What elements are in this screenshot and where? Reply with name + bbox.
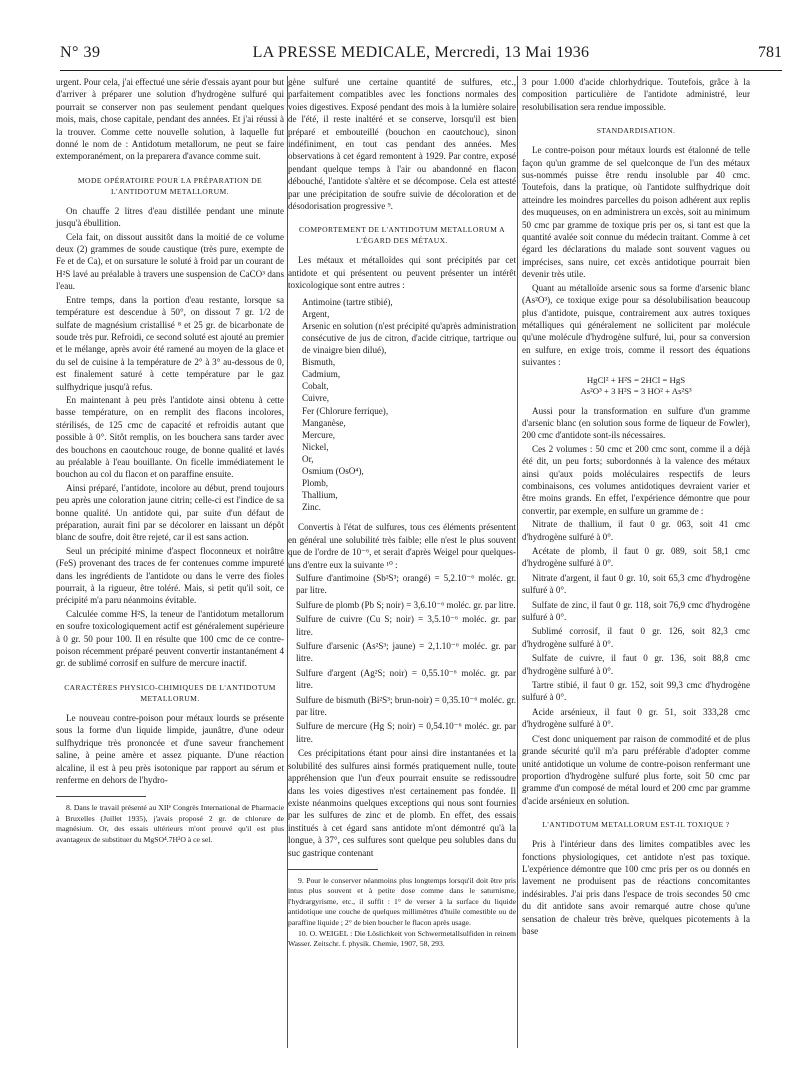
journal-title: LA PRESSE MEDICALE, Mercredi, 13 Mai 1936 — [252, 44, 590, 61]
list-item: Arsenic en solution (n'est précipité qu'après administration consécutive de jus de citron, d'acide citrique, tartrique ou de vinaigre bien dilué), — [302, 320, 516, 356]
list-item: Cobalt, — [302, 381, 329, 392]
paragraph: 3 pour 1.000 d'acide chlorhydrique. Toutefois, grâce à la composition particulière de l'antidote administré, leur resolubilisation sera rendue impossible. — [522, 77, 750, 112]
paragraph: urgent. Pour cela, j'ai effectué une série d'essais ayant pour but d'arriver à préparer une solution d'hydrogène sulfuré qui pourrait se conserver non pas seulement pendant quelques mois, mais, chose capitale, pendant des années. Et j'ai réussi à la trouver. Comme cette nouvelle solution, à laquelle fut donné le nom de : Antidotum metallorum, ne peut se faire extemporanément, on la preparera d'avance comme suit. — [56, 77, 284, 162]
list-item: Or, — [302, 453, 314, 464]
list-item: Osmium (OsO⁴), — [302, 466, 364, 476]
solubility-item: Sulfure d'antimoine (Sb²S³; orangé) = 5,2.10⁻⁶ moléc. gr. par litre. — [296, 573, 516, 596]
footnote: 9. Pour le conserver néanmoins plus longtemps lorsqu'il doit être pris intus plus souvent et à petite dose comme dans le saturnisme, l'hydrargyrisme, etc., il suffit : 1° de verser à la surface du liquide antidotique une couche de quelques millimètres d'huile comestible ou de paraffine liquide ; 2° de bien boucher le flacon après usage. — [288, 875, 516, 927]
paragraph: Aussi pour la transformation en sulfure d'un gramme d'arsenic blanc (en solution sous forme de liqueur de Fowler), 200 cmc d'antidote sont-ils nécessaires. — [522, 405, 750, 441]
list-item: Manganèse, — [302, 417, 346, 428]
list-item: Mercure, — [302, 429, 336, 440]
conversion-item: Nitrate d'argent, il faut 0 gr. 10, soit 65,3 cmc d'hydrogène sulfuré à 0°. — [522, 572, 750, 596]
list-item: Argent, — [302, 308, 330, 319]
column-1 — [56, 76, 284, 846]
paragraph: C'est donc uniquement par raison de commodité et de plus grande sécurité qu'il m'a paru préférable d'adopter comme unité antidotique un volume de contre-poison renfermant une proportion d'hydrogène sulfuré plus forte, soit 50 cmc par gramme d'un composé de métal lourd et 200 cmc par gramme d'acide arsénieux en solution. — [522, 733, 750, 806]
paragraph: Cela fait, on dissout aussitôt dans la moitié de ce volume deux (2) grammes de soude caustique (très pure, exempte de Fe et de Ca), et on sursature le soluté à froid par un courant de H²S lavé au préalable à travers une suspension de CaCO³ dans l'eau. — [56, 231, 284, 292]
equation: As²O³ + 3 H²S = 3 HO² + As²S³ — [580, 385, 692, 396]
paragraph: Quant au métalloïde arsenic sous sa forme d'arsenic blanc (As²O³), ce toxique exige pour sa désolubilisation beaucoup plus d'antidote, puisque, contrairement aux autres toxiques métalliques qui généralement ne sollicitent par molécule qu'une molécule d'hydrogène sulfuré, lui, pour sa conversion en sulfure, en exige trois, comme il ressort des équations suivantes : — [522, 282, 750, 368]
footnote-rule — [288, 869, 378, 870]
list-item: Plomb, — [302, 478, 329, 489]
solubility-item: Sulfure d'argent (Ag²S; noir) = 0,55.10⁻⁶ moléc. gr. par litre. — [296, 667, 516, 691]
section-heading: L'ANTIDOTUM METALLORUM EST-IL TOXIQUE ? — [542, 820, 730, 830]
solubility-item: Sulfure d'arsenic (As²S³; jaune) = 2,1.10⁻⁶ moléc. gr. par litre. — [296, 641, 516, 664]
list-item: Nickel, — [302, 441, 329, 452]
metal-list — [302, 296, 516, 514]
paragraph: Entre temps, dans la portion d'eau restante, lorsque sa température est descendue à 50°, on dissout 7 gr. 1/2 de sulfate de magnésium cristallisé ⁸ et 25 gr. de bicarbonate de soude très pur. Refroidi, ce second soluté est ajouté au premier et le mélange, après avoir été ramené au moyen de la glace et du sel de cuisine à la température de 2° à 3° au-dessous de 0, est finalement saturé à cette température par le gaz sulfhydrique jusqu'à refus. — [56, 294, 284, 392]
paragraph: Ces précipitations étant pour ainsi dire instantanées et la solubilité des sulfures ainsi formés pratiquement nulle, toute appréhension que l'un d'eux pourrait ensuite se redissoudre dans les voies digestives n'est certainement pas fondée. Il existe néanmoins quelques exceptions qui nous sont fournies par les sulfures de zinc et de plomb. En effet, des essais institués à cet égard sans antidote m'ont démontré qu'à la longue, à 37°, ces sulfures sont quelque peu solubles dans du suc gastrique contenant — [288, 748, 516, 858]
footnote-rule — [56, 796, 146, 797]
paragraph: Convertis à l'état de sulfures, tous ces éléments présentent en général une solubilité très faible; elle n'est le plus souvent que de l'ordre de 10⁻⁶, et serait d'après Weigel pour quelques-uns d'entre eux la suivante ¹⁰ : — [288, 522, 516, 570]
section-heading: MODE OPÉRATOIRE POUR LA PRÉPARATION DE L'ANTIDOTUM METALLORUM. — [77, 175, 263, 196]
list-item: Fer (Chlorure ferrique), — [302, 405, 389, 416]
conversion-item: Acétate de plomb, il faut 0 gr. 089, soit 58,1 cmc d'hydrogène sulfuré à 0°. — [522, 546, 750, 569]
equations — [522, 375, 750, 397]
solubility-item: Sulfure de bismuth (Bi²S³; brun-noir) = 0,35.10⁻⁶ moléc. gr. par litre. — [296, 694, 516, 718]
section-heading: CARACTÈRES PHYSICO-CHIMIQUES DE L'ANTIDOTUM METALLORUM. — [64, 682, 276, 703]
paragraph: Ces 2 volumes : 50 cmc et 200 cmc sont, comme il a déjà été dit, un peu forts; subordonnés à la valence des métaux ainsi qu'aux poids moléculaires respectifs de leurs combinaisons, ces volumes antidotiques devraient varier et être moins grands. En effet, l'expérience démontre que pour convertir, par exemple, en sulfure un gramme de : — [522, 443, 750, 516]
paragraph: Le contre-poison pour métaux lourds est étalonné de telle façon qu'un gramme de sel quelconque de l'un des métaux sus-nommés puisse être rendu insoluble par 40 cmc. Toutefois, dans la pratique, où l'antidote sulfhydrique doit atteindre les moindres parcelles du poison adhérent aux replis des muqueuses, on en administrera un excès, soit au minimum 50 cmc par gramme de toxique pris per os, si tant est que la quantité avalée soit connue du médecin traitant. Comme à cet égard les déclarations du malade sont souvent vagues ou imprécises, sans nuire, cet excès antidotique pourrait bien devenir très utile. — [522, 145, 750, 280]
column-3 — [522, 76, 750, 938]
section-heading: COMPORTEMENT DE L'ANTIDOTUM METALLORUM A L'ÉGARD DES MÉTAUX. — [298, 225, 505, 246]
paragraph: gène sulfuré une certaine quantité de sulfures, etc., parfaitement compatibles avec les fonctions normales des voies digestives. Exposé pendant des mois à la lumière solaire de l'été, il reste inaltéré et se conserve, lorsqu'il est bien préparé et embouteillé (bouchon en caoutchouc), sinon indéfiniment, en tout cas pendant des années. Mes observations à cet égard remontent à 1929. Par contre, exposé pendant quelque temps à l'air ou abandonné en flacon débouché, l'antidote s'altère et se décompose. Cela est attesté par une précipitation de soufre suivie de décoloration et de désodorisation progressive ⁹. — [288, 77, 516, 212]
header-rule — [60, 70, 782, 71]
column-2 — [288, 76, 516, 951]
conversion-item: Acide arsénieux, il faut 0 gr. 51, soit 333,28 cmc d'hydrogène sulfuré à 0°. — [522, 706, 750, 730]
footnote: 10. O. WEIGEL : Die Löslichkeit von Schwermetallsulfiden in reinem Wasser. Zeitschr. f. physik. Chemie, 1907, 58, 293. — [288, 928, 516, 949]
paragraph: On chauffe 2 litres d'eau distillée pendant une minute jusqu'à ébullition. — [56, 205, 284, 229]
list-item: Antimoine (tartre stibié), — [302, 296, 393, 307]
solubility-item: Sulfure de cuivre (Cu S; noir) = 3,5.10⁻⁶ moléc. gr. par litre. — [296, 614, 516, 637]
conversion-item: Sulfate de zinc, il faut 0 gr. 118, soit 76,9 cmc d'hydrogène sulfuré à 0°. — [522, 599, 750, 623]
equation: HgCl² + H²S = 2HCl = HgS — [586, 374, 686, 385]
list-item: Zinc. — [302, 502, 321, 513]
paragraph: Seul un précipité minime d'aspect floconneux et noirâtre (FeS) provenant des traces de fer contenues comme impureté dans les ingrédients de l'antidote ou dans le verre des fioles pourrait, à la rigueur, être toléré. Mais, si petit qu'il soit, ce précipité m'a paru néanmoins évitable. — [56, 545, 284, 606]
paragraph: Les métaux et métalloïdes qui sont précipités par cet antidote et qui présentent ou peuvent présenter un intérêt toxicologique sont entre autres : — [288, 255, 516, 291]
list-item: Cadmium, — [302, 369, 341, 380]
paragraph: En maintenant à peu près l'antidote ainsi obtenu à cette basse température, on en remplit des flacons incolores, stérilisés, de 125 cmc de capacité et refroidis autant que possible à 0°. Sitôt remplis, on les bouchera sans tarder avec des bouchons en caoutchouc rouge, de bonne qualité et lavés au préalable à l'eau bouillante. On ficelle immédiatement le bouchon au col du flacon et on paraffine ensuite. — [56, 394, 284, 480]
list-item: Thallium, — [302, 490, 338, 501]
solubility-item: Sulfure de mercure (Hg S; noir) = 0,54.10⁻⁶ moléc. gr. par litre. — [296, 721, 516, 744]
conversion-item: Tartre stibié, il faut 0 gr. 152, soit 99,3 cmc d'hydrogène sulfuré à 0°. — [522, 680, 750, 703]
column-divider-2 — [517, 76, 518, 1048]
list-item: Cuivre, — [302, 393, 330, 404]
conversion-item: Nitrate de thallium, il faut 0 gr. 063, soit 41 cmc d'hydrogène sulfuré à 0°. — [522, 519, 750, 542]
conversion-item: Sublimé corrosif, il faut 0 gr. 126, soit 82,3 cmc d'hydrogène sulfuré à 0°. — [522, 626, 750, 649]
list-item: Bismuth, — [302, 357, 336, 368]
footnote: 8. Dans le travail présenté au XIIᵉ Congrès International de Pharmacie à Bruxelles (Juillet 1935), j'avais proposé 2 gr. de chlorure de magnésium. Or, des essais ultérieurs m'ont prouvé qu'il est plus avantageux de substituer du MgSO⁴.7H²O à ce sel. — [56, 803, 284, 844]
issue-number: N° 39 — [60, 44, 101, 61]
paragraph: Calculée comme H²S, la teneur de l'antidotum metallorum en soufre toxicologiquement actif est généralement supérieure à 0 gr. 50 pour 100. Il en résulte que 100 cmc de ce contre-poison récemment préparé peuvent convertir instantanément 4 gr. de sublimé corrosif en sulfure de mercure inactif. — [56, 608, 284, 669]
section-heading: STANDARDISATION. — [596, 126, 676, 136]
paragraph: Le nouveau contre-poison pour métaux lourds se présente sous la forme d'un liquide limpide, jaunâtre, d'une odeur sulfhydrique très prononcée et d'une saveur franchement saline, à peine amère et assez piquante. D'une réaction alcaline, il est à peu près isotonique par rapport au sérum et renferme en dehors de l'hydro- — [56, 712, 284, 785]
page-number: 781 — [758, 44, 782, 61]
page-header — [60, 44, 782, 66]
paragraph: Pris à l'intérieur dans des limites compatibles avec les fonctions physiologiques, cet antidote n'est pas toxique. L'expérience démontre que 100 cmc pris per os ou donnés en lavement ne produisent pas de réactions concomitantes indésirables. J'ai pris dans l'espace de trois secondes 50 cmc du dit antidote sans avoir remarqué autre chose qu'une sensation de chaleur très brève, quelques picotements à la base — [522, 839, 750, 936]
conversion-item: Sulfate de cuivre, il faut 0 gr. 136, soit 88,8 cmc d'hydrogène sulfuré à 0°. — [522, 653, 750, 676]
solubility-item: Sulfure de plomb (Pb S; noir) = 3,6.10⁻⁶ moléc. gr. par litre. — [296, 599, 516, 610]
paragraph: Ainsi préparé, l'antidote, incolore au début, prend toujours peu après une coloration jaune citrin; celle-ci est l'indice de sa bonne qualité. Un antidote qui, par suite d'un défaut de préparation, aurait fini par se décolorer en laissant un dépôt blanc de soufre, doit être rejeté, car il est sans action. — [56, 482, 284, 543]
